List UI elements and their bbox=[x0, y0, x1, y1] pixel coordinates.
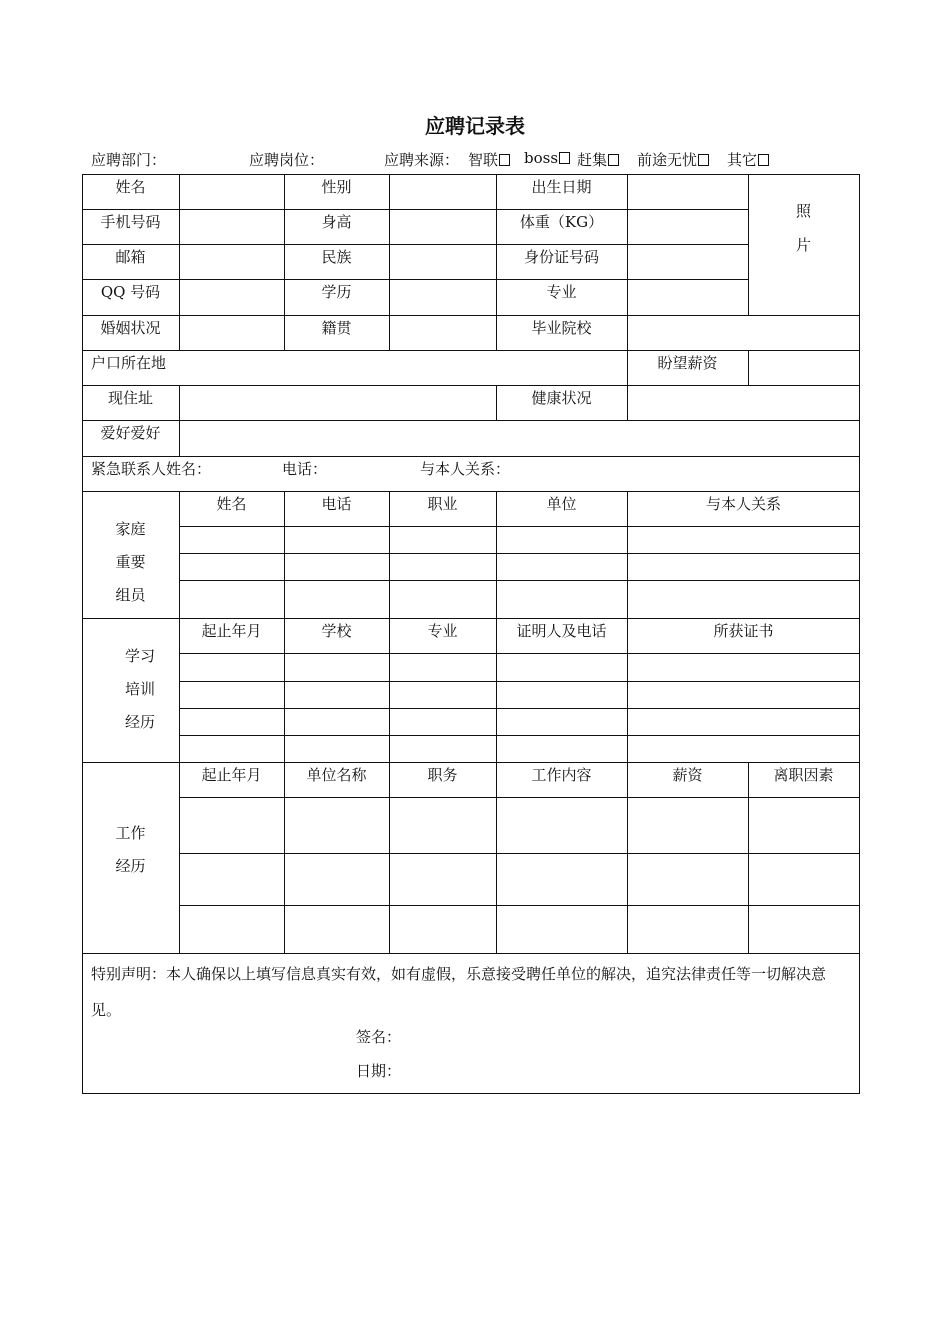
study-col-major: 专业 bbox=[427, 622, 458, 640]
label-email: 邮箱 bbox=[115, 248, 146, 266]
grid-line bbox=[627, 385, 628, 420]
grid-line bbox=[179, 653, 860, 654]
signature-label: 签名： bbox=[356, 1028, 402, 1046]
family-col-phone: 电话 bbox=[321, 495, 352, 513]
table-border bbox=[82, 1093, 860, 1094]
grid-line bbox=[179, 580, 860, 581]
grid-line bbox=[496, 762, 497, 953]
label-emergency-name: 紧急联系人姓名： bbox=[91, 460, 212, 478]
checkbox-icon[interactable] bbox=[559, 152, 570, 164]
label-major: 专业 bbox=[546, 283, 577, 301]
study-col-school: 学校 bbox=[321, 622, 352, 640]
work-col-company: 单位名称 bbox=[306, 766, 367, 784]
position-label: 应聘岗位： bbox=[249, 151, 325, 169]
label-qq: QQ 号码 bbox=[100, 283, 161, 301]
table-border bbox=[82, 174, 860, 175]
family-col-employer: 单位 bbox=[546, 495, 577, 513]
label-health: 健康状况 bbox=[531, 389, 592, 407]
work-col-salary: 薪资 bbox=[672, 766, 703, 784]
grid-line bbox=[82, 420, 860, 421]
label-education: 学历 bbox=[321, 283, 352, 301]
grid-line bbox=[179, 735, 860, 736]
study-col-period: 起止年月 bbox=[201, 622, 262, 640]
study-section-label: 学习 培训 经历 bbox=[124, 647, 155, 731]
grid-line bbox=[82, 762, 860, 763]
label-hukou: 户口所在地 bbox=[91, 354, 167, 372]
grid-line bbox=[82, 953, 860, 954]
grid-line bbox=[82, 350, 860, 351]
work-col-period: 起止年月 bbox=[201, 766, 262, 784]
grid-line bbox=[179, 681, 860, 682]
grid-line bbox=[748, 350, 749, 385]
label-phone: 手机号码 bbox=[100, 213, 161, 231]
dept-label: 应聘部门： bbox=[91, 151, 167, 169]
source-option-ganji[interactable]: 赶集 bbox=[577, 149, 619, 170]
checkbox-icon[interactable] bbox=[698, 154, 709, 166]
grid-line bbox=[179, 385, 180, 420]
family-col-name: 姓名 bbox=[216, 495, 247, 513]
grid-line bbox=[748, 762, 749, 953]
label-idcard: 身份证号码 bbox=[523, 248, 599, 266]
grid-line bbox=[627, 762, 628, 953]
label-address: 现住址 bbox=[107, 389, 153, 407]
grid-line bbox=[389, 174, 390, 350]
label-school: 毕业院校 bbox=[531, 319, 592, 337]
label-weight: 体重（KG） bbox=[519, 213, 604, 231]
grid-line bbox=[82, 618, 860, 619]
label-height: 身高 bbox=[321, 213, 352, 231]
grid-line bbox=[82, 456, 860, 457]
label-origin: 籍贯 bbox=[321, 319, 352, 337]
label-gender: 性别 bbox=[321, 178, 352, 196]
label-emergency-relation: 与本人关系： bbox=[420, 460, 511, 478]
label-salary: 盼望薪资 bbox=[657, 354, 718, 372]
source-option-zhilian[interactable]: 智联 bbox=[468, 149, 510, 170]
source-option-boss[interactable]: boss bbox=[524, 149, 570, 167]
declaration-text: 特别声明：本人确保以上填写信息真实有效，如有虚假，乐意接受聘任单位的解决，追究法律责任等一切解决意见。 bbox=[91, 965, 827, 1019]
study-col-reference: 证明人及电话 bbox=[516, 622, 607, 640]
work-col-title: 职务 bbox=[427, 766, 458, 784]
family-section-label: 家庭 重要 组员 bbox=[115, 520, 146, 604]
grid-line bbox=[179, 762, 180, 953]
checkbox-icon[interactable] bbox=[758, 154, 769, 166]
date-label: 日期： bbox=[356, 1062, 402, 1080]
family-col-relation: 与本人关系 bbox=[705, 495, 781, 513]
work-col-duties: 工作内容 bbox=[531, 766, 592, 784]
grid-line bbox=[82, 385, 860, 386]
study-col-certificates: 所获证书 bbox=[713, 622, 774, 640]
grid-line bbox=[179, 526, 860, 527]
grid-line bbox=[627, 174, 628, 350]
grid-line bbox=[179, 174, 180, 350]
grid-line bbox=[179, 853, 860, 854]
grid-line bbox=[82, 209, 749, 210]
label-emergency-phone: 电话： bbox=[282, 460, 328, 478]
label-birth: 出生日期 bbox=[531, 178, 592, 196]
source-option-qiancheng[interactable]: 前途无忧 bbox=[637, 149, 709, 170]
grid-line bbox=[179, 905, 860, 906]
label-ethnic: 民族 bbox=[321, 248, 352, 266]
grid-line bbox=[179, 797, 860, 798]
label-hobby: 爱好爱好 bbox=[100, 424, 161, 442]
grid-line bbox=[82, 244, 749, 245]
source-option-other[interactable]: 其它 bbox=[727, 149, 769, 170]
label-marital: 婚姻状况 bbox=[100, 319, 161, 337]
work-section-label: 工作 经历 bbox=[115, 824, 146, 875]
grid-line bbox=[179, 708, 860, 709]
checkbox-icon[interactable] bbox=[608, 154, 619, 166]
family-col-job: 职业 bbox=[427, 495, 458, 513]
grid-line bbox=[284, 762, 285, 953]
page-title: 应聘记录表 bbox=[425, 114, 525, 138]
grid-line bbox=[82, 315, 860, 316]
grid-line bbox=[82, 279, 749, 280]
checkbox-icon[interactable] bbox=[499, 154, 510, 166]
source-label: 应聘来源： bbox=[384, 151, 460, 169]
grid-line bbox=[179, 420, 180, 456]
photo-label-2: 片 bbox=[795, 236, 811, 254]
grid-line bbox=[179, 553, 860, 554]
table-border bbox=[82, 174, 83, 1094]
grid-line bbox=[82, 491, 860, 492]
grid-line bbox=[389, 762, 390, 953]
work-col-leave-reason: 离职因素 bbox=[773, 766, 834, 784]
label-name: 姓名 bbox=[115, 178, 146, 196]
photo-label-1: 照 bbox=[795, 202, 811, 220]
